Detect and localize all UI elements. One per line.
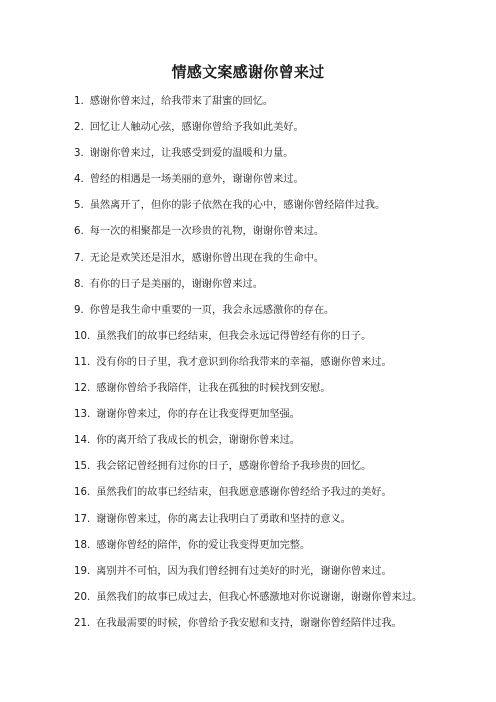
list-item xyxy=(74,197,474,223)
item-number: 13. xyxy=(74,409,91,421)
list-item xyxy=(74,119,474,145)
item-text: 离别并不可怕，因为我们曾经拥有过美好的时光，谢谢你曾来过。 xyxy=(96,565,392,577)
item-number: 18. xyxy=(74,539,91,551)
item-number: 14. xyxy=(74,435,91,447)
item-text: 虽然我们的故事已经结束，但我愿意感谢你曾经给予我过的美好。 xyxy=(96,487,392,499)
list-item xyxy=(74,537,474,563)
list-item xyxy=(74,354,474,380)
item-text: 在我最需要的时候，你曾给予我安慰和支持，谢谢你曾经陪伴过我。 xyxy=(96,617,402,629)
item-number: 2. xyxy=(74,122,84,134)
list-item xyxy=(74,145,474,171)
item-text: 谢谢你曾来过，你的离去让我明白了勇敢和坚持的意义。 xyxy=(96,513,351,525)
item-number: 21. xyxy=(74,617,91,629)
item-text: 感谢你曾给予我陪伴，让我在孤独的时候找到安慰。 xyxy=(96,383,331,395)
list-item xyxy=(74,302,474,328)
item-number: 3. xyxy=(74,148,84,160)
item-number: 11. xyxy=(74,356,91,368)
item-text: 虽然我们的故事已成过去，但我心怀感激地对你说谢谢，谢谢你曾来过。 xyxy=(96,591,423,603)
item-text: 虽然我们的故事已经结束，但我会永远记得曾经有你的日子。 xyxy=(96,330,372,342)
list-item xyxy=(74,511,474,537)
item-text: 没有你的日子里，我才意识到你给我带来的幸福，感谢你曾来过。 xyxy=(96,356,392,368)
item-number: 8. xyxy=(74,278,84,290)
list-item xyxy=(74,328,474,354)
item-number: 12. xyxy=(74,383,91,395)
list-item xyxy=(74,563,474,589)
quote-list xyxy=(74,93,474,641)
item-text: 有你的日子是美丽的，谢谢你曾来过。 xyxy=(89,278,263,290)
item-number: 20. xyxy=(74,591,91,603)
list-item xyxy=(74,589,474,615)
item-text: 曾经的相遇是一场美丽的意外，谢谢你曾来过。 xyxy=(89,174,304,186)
list-item xyxy=(74,171,474,197)
item-text: 谢谢你曾来过，你的存在让我变得更加坚强。 xyxy=(96,409,300,421)
list-item xyxy=(74,93,474,119)
item-number: 16. xyxy=(74,487,91,499)
item-number: 10. xyxy=(74,330,91,342)
list-item xyxy=(74,380,474,406)
list-item xyxy=(74,432,474,458)
item-number: 19. xyxy=(74,565,91,577)
item-text: 每一次的相聚都是一次珍贵的礼物，谢谢你曾来过。 xyxy=(89,226,325,238)
item-text: 谢谢你曾来过，让我感受到爱的温暖和力量。 xyxy=(89,148,294,160)
list-item xyxy=(74,615,474,641)
item-number: 17. xyxy=(74,513,91,525)
item-number: 5. xyxy=(74,200,84,212)
item-number: 1. xyxy=(74,96,84,107)
item-text: 我会铭记曾经拥有过你的日子，感谢你曾给予我珍贵的回忆。 xyxy=(96,461,372,473)
list-item xyxy=(74,406,474,432)
item-number: 4. xyxy=(74,174,84,186)
item-text: 你的离开给了我成长的机会，谢谢你曾来过。 xyxy=(96,435,300,447)
list-item xyxy=(74,223,474,249)
item-number: 9. xyxy=(74,304,84,316)
list-item xyxy=(74,250,474,276)
item-text: 无论是欢笑还是泪水，感谢你曾出现在我的生命中。 xyxy=(89,252,325,264)
list-item xyxy=(74,458,474,484)
item-number: 7. xyxy=(74,252,84,264)
item-text: 虽然离开了，但你的影子依然在我的心中，感谢你曾经陪伴过我。 xyxy=(89,200,386,212)
item-text: 感谢你曾经的陪伴，你的爱让我变得更加完整。 xyxy=(96,539,311,551)
item-text: 回忆让人触动心弦，感谢你曾给予我如此美好。 xyxy=(89,122,304,134)
list-item xyxy=(74,276,474,302)
item-number: 6. xyxy=(74,226,84,238)
item-text: 感谢你曾来过，给我带来了甜蜜的回忆。 xyxy=(89,96,274,107)
item-text: 你曾是我生命中重要的一页，我会永远感激你的存在。 xyxy=(89,304,335,316)
list-item xyxy=(74,484,474,510)
item-number: 15. xyxy=(74,461,91,473)
document-title: 情感文案感谢你曾来过 xyxy=(171,63,325,81)
